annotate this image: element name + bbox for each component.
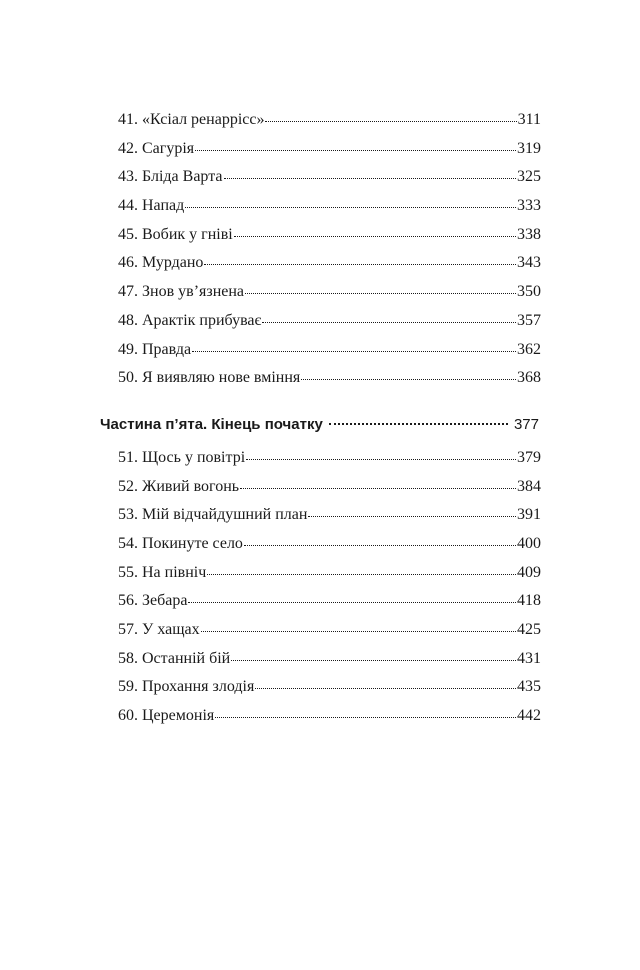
dot-leader	[245, 293, 516, 294]
chapter-title: 42. Сагурія	[118, 139, 195, 157]
chapter-title: 56. Зебара	[118, 592, 188, 610]
page-number: 362	[517, 340, 541, 358]
chapter-title: 57. У хащах	[118, 621, 200, 638]
dot-leader	[224, 178, 517, 179]
toc-entry-42	[100, 135, 541, 164]
dot-leader	[204, 264, 516, 265]
dot-leader	[265, 121, 516, 122]
page-number: 319	[517, 139, 541, 157]
toc-entry-49	[100, 336, 541, 365]
page-number: 400	[517, 534, 541, 552]
chapter-title: 43. Бліда Варта	[118, 168, 223, 186]
chapter-title: 60. Церемонія	[118, 707, 215, 725]
chapter-title: 55. На північ	[118, 563, 207, 581]
chapter-title: 51. Щось у повітрі	[118, 448, 246, 466]
page-number: 425	[517, 621, 541, 638]
page-number: 343	[517, 254, 541, 272]
page-number: 357	[517, 311, 541, 329]
chapter-title: 58. Останній бій	[118, 649, 231, 667]
toc-entry-47	[100, 278, 541, 307]
toc-entry-54	[100, 530, 541, 559]
page-number: 431	[517, 649, 541, 667]
page-number: 391	[517, 506, 541, 524]
chapter-title: 49. Правда	[118, 340, 192, 358]
dot-leader	[207, 574, 516, 575]
page-number: 442	[517, 707, 541, 725]
chapter-title: 41. «Ксіал ренаррісс»	[118, 111, 265, 128]
dot-leader	[329, 423, 508, 425]
dot-leader	[234, 236, 516, 237]
chapter-title: 48. Арактік прибуває	[118, 311, 262, 329]
chapter-title: 50. Я виявляю нове вміння	[118, 369, 301, 387]
part-title: Частина п’ята. Кінець початку	[100, 415, 323, 433]
page-number: 338	[517, 225, 541, 243]
page-number: 379	[517, 448, 541, 466]
page-number: 409	[517, 563, 541, 581]
toc-entry-43	[100, 163, 541, 192]
chapter-title: 54. Покинуте село	[118, 534, 243, 552]
toc-entry-56	[100, 587, 541, 616]
toc-entry-60	[100, 702, 541, 731]
page-number: 368	[517, 369, 541, 387]
toc-entry-46	[100, 249, 541, 278]
dot-leader	[308, 516, 516, 517]
chapter-title: 59. Прохання злодія	[118, 678, 255, 696]
toc-entry-44	[100, 192, 541, 221]
chapter-list-part-four	[100, 106, 541, 393]
dot-leader	[240, 488, 516, 489]
dot-leader	[262, 322, 516, 323]
dot-leader	[246, 459, 516, 460]
chapter-title: 52. Живий вогонь	[118, 477, 240, 495]
toc-entry-51	[100, 444, 541, 473]
chapter-title: 45. Вобик у гніві	[118, 225, 233, 243]
dot-leader	[188, 602, 516, 603]
dot-leader	[244, 545, 516, 546]
toc-entry-52	[100, 473, 541, 502]
page-number: 311	[517, 111, 541, 128]
dot-leader	[231, 660, 516, 661]
toc-entry-58	[100, 645, 541, 674]
toc-entry-59	[100, 673, 541, 702]
toc-entry-57	[100, 616, 541, 645]
dot-leader	[301, 379, 516, 380]
toc-entry-53	[100, 501, 541, 530]
toc-entry-50	[100, 364, 541, 393]
page-number: 377	[513, 415, 539, 433]
page-number: 325	[517, 168, 541, 186]
chapter-title: 47. Знов ув’язнена	[118, 283, 245, 301]
dot-leader	[185, 207, 516, 208]
chapter-list-part-five	[100, 444, 541, 731]
dot-leader	[201, 631, 516, 632]
toc-entry-48	[100, 307, 541, 336]
chapter-title: 46. Мурдано	[118, 254, 204, 272]
table-of-contents	[100, 106, 541, 731]
page-number: 333	[517, 197, 541, 215]
dot-leader	[195, 150, 516, 151]
toc-entry-45	[100, 221, 541, 250]
part-heading	[100, 410, 541, 440]
chapter-title: 44. Напад	[118, 197, 185, 215]
dot-leader	[215, 717, 516, 718]
chapter-title: 53. Мій відчайдушний план	[118, 506, 308, 524]
toc-entry-41	[100, 106, 541, 135]
page-number: 350	[517, 283, 541, 301]
dot-leader	[192, 351, 516, 352]
page-number: 435	[517, 678, 541, 696]
page-number: 418	[517, 592, 541, 610]
page-number: 384	[517, 477, 541, 495]
dot-leader	[255, 688, 516, 689]
toc-entry-55	[100, 559, 541, 588]
